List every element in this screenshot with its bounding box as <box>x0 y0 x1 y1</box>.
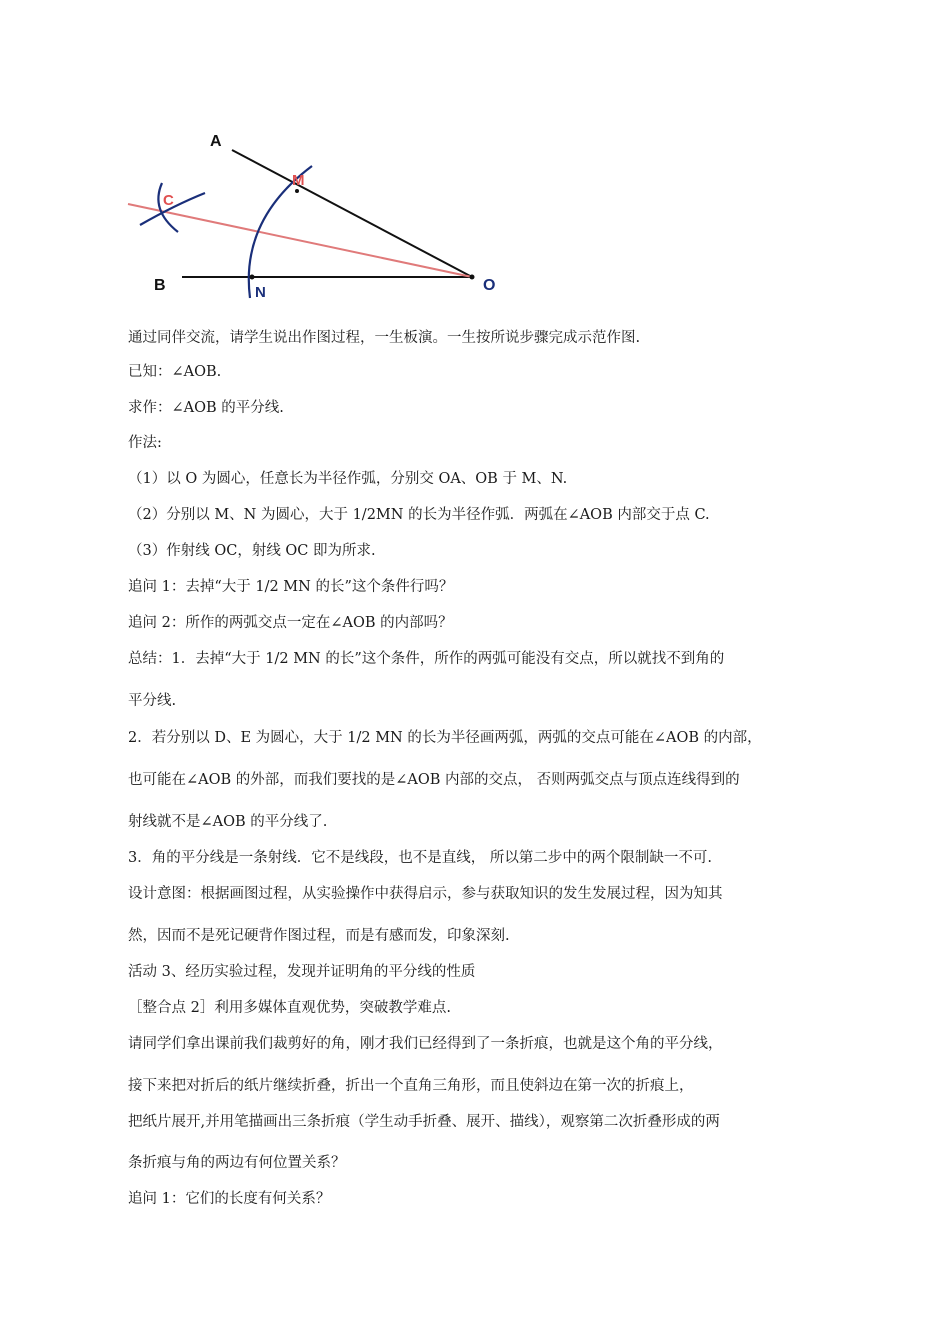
angle-bisector-figure <box>120 120 520 305</box>
label-m: M <box>292 172 305 189</box>
paragraph-line: ［整合点 2］利用多媒体直观优势，突破教学难点. <box>128 1000 451 1016</box>
paragraph-line: 作法: <box>128 435 162 451</box>
paragraph-line: 也可能在∠AOB 的外部，而我们要找的是∠AOB 内部的交点， 否则两弧交点与顶点连线得到的 <box>128 772 740 788</box>
paragraph-line: 求作：∠AOB 的平分线. <box>128 400 284 416</box>
paragraph-line: 总结：1．去掉“大于 1/2 MN 的长”这个条件，所作的两弧可能没有交点，所以就找不到角的 <box>128 651 725 667</box>
paragraph-line: （2）分别以 M、N 为圆心，大于 1/2MN 的长为半径作弧．两弧在∠AOB 内部交于点 C. <box>128 507 710 523</box>
paragraph-line: 接下来把对折后的纸片继续折叠，折出一个直角三角形，而且使斜边在第一次的折痕上， <box>128 1078 694 1094</box>
paragraph-line: （3）作射线 OC，射线 OC 即为所求. <box>128 543 376 559</box>
paragraph-line: 已知：∠AOB. <box>128 364 222 380</box>
point-n <box>250 275 255 280</box>
paragraph-line: 追问 2：所作的两弧交点一定在∠AOB 的内部吗？ <box>128 615 453 631</box>
point-o <box>470 275 475 280</box>
paragraph-line: 追问 1：它们的长度有何关系？ <box>128 1191 331 1207</box>
label-o: O <box>483 277 496 294</box>
paragraph-line: （1）以 O 为圆心，任意长为半径作弧，分别交 OA、OB 于 M、N. <box>128 471 568 487</box>
paragraph-line: 条折痕与角的两边有何位置关系？ <box>128 1155 346 1171</box>
paragraph-line: 活动 3、经历实验过程，发现并证明角的平分线的性质 <box>128 964 476 980</box>
label-a: A <box>210 133 222 150</box>
paragraph-line: 通过同伴交流，请学生说出作图过程，一生板演。一生按所说步骤完成示范作图. <box>128 330 641 346</box>
paragraph-line: 把纸片展开,并用笔描画出三条折痕（学生动手折叠、展开、描线），观察第二次折叠形成的两 <box>128 1114 720 1130</box>
paragraph-line: 2．若分别以 D、E 为圆心，大于 1/2 MN 的长为半径画两弧，两弧的交点可能在∠AOB 的内部， <box>128 730 762 746</box>
point-m <box>295 189 299 193</box>
bisector-oc <box>128 204 472 277</box>
paragraph-line: 追问 1：去掉“大于 1/2 MN 的长”这个条件行吗？ <box>128 579 454 595</box>
label-b: B <box>154 277 166 294</box>
label-n: N <box>255 284 266 301</box>
paragraph-line: 请同学们拿出课前我们裁剪好的角，刚才我们已经得到了一条折痕，也就是这个角的平分线， <box>128 1036 723 1052</box>
paragraph-line: 然，因而不是死记硬背作图过程，而是有感而发，印象深刻. <box>128 928 510 944</box>
paragraph-line: 平分线. <box>128 693 177 709</box>
label-c: C <box>163 192 174 209</box>
paragraph-line: 设计意图：根据画图过程，从实验操作中获得启示，参与获取知识的发生发展过程，因为知其 <box>128 886 723 902</box>
paragraph-line: 射线就不是∠AOB 的平分线了. <box>128 814 328 830</box>
paragraph-line: 3．角的平分线是一条射线．它不是线段，也不是直线， 所以第二步中的两个限制缺一不可. <box>128 850 712 866</box>
